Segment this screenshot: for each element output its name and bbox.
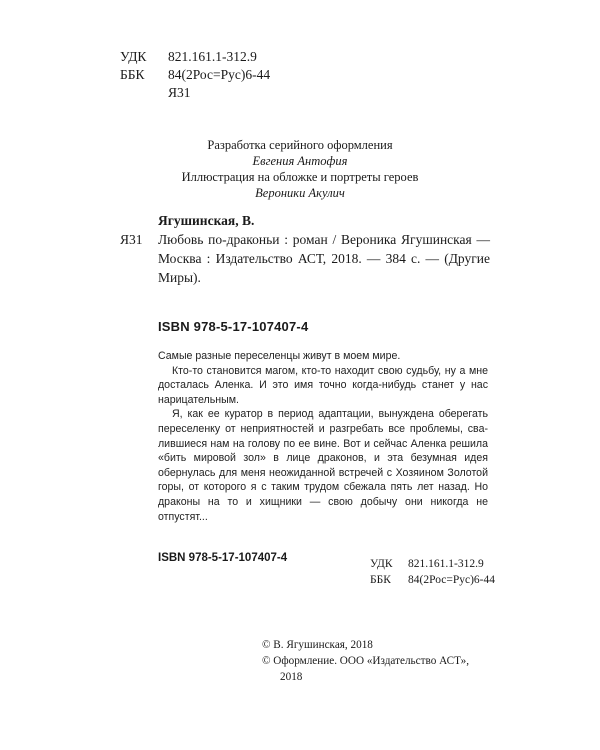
udk-value: 821.161.1-312.9 — [168, 49, 257, 64]
credits-designer-name: Евгения Антофия — [252, 154, 348, 168]
copyright-author: © В. Ягушинская, 2018 — [262, 639, 373, 651]
isbn-bottom: ISBN 978-5-17-107407-4 — [158, 552, 288, 564]
classification-block-top — [120, 48, 270, 102]
biblio-entry: Любовь по-драконьи : роман / Вероника Ягушинская — Москва : Издательство АСТ, 2018. — 384 с. — (Другие Миры). — [158, 232, 490, 285]
bbk-value: 84(2Рос=Рус)6-44 — [168, 67, 271, 82]
isbn-main: ISBN 978-5-17-107407-4 — [158, 319, 309, 334]
udk-label: УДК — [120, 49, 147, 64]
copyright-design-year: 2018 — [280, 671, 303, 683]
udk-line — [120, 48, 270, 66]
udk-value-bottom: 821.161.1-312.9 — [408, 558, 484, 570]
biblio-author: Ягушинская, В. — [158, 213, 255, 228]
biblio-code: Я31 — [120, 232, 143, 247]
bbk-label: ББК — [120, 67, 145, 82]
annotation — [158, 349, 488, 524]
copyright-design: © Оформление. ООО «Издательство АСТ», — [262, 655, 470, 667]
credits-illustrator-name: Вероники Акулич — [255, 186, 345, 200]
biblio-entry-block — [120, 230, 490, 287]
annotation-paragraph-1: Самые разные переселенцы живут в моем мире. — [158, 350, 401, 362]
bibliographic-record — [120, 211, 490, 287]
udk-label-bottom: УДК — [370, 558, 393, 570]
bbk-line — [120, 66, 270, 84]
bbk-line-bottom — [370, 572, 495, 588]
bbk-label-bottom: ББК — [370, 574, 391, 586]
udk-line-bottom — [370, 556, 495, 572]
author-mark: Я31 — [168, 85, 191, 100]
copyright-block — [262, 637, 502, 685]
annotation-paragraph-3: Я, как ее куратор в период адаптации, вынуждена оберегать переселенку от неприятностей и разгребать все проблемы, свалившиеся нам на голову по ее вине. Вот и сейчас Аленка решила «бить мировой зол» в лице драконов, и эта безумная идея обернулась для меня неожиданной встречей с Хозяином Золотой горы, от которого я с таким трудом сбежала пять лет назад. Но драконы на то и хищники — свою добычу они никогда не отпустят... — [158, 408, 488, 523]
author-mark-line — [120, 84, 270, 102]
annotation-paragraph-2: Кто-то становится магом, кто-то находит свою судьбу, ну а мне досталась Аленка. И это имя точно когда-нибудь станет у нас нарицательным. — [158, 364, 488, 406]
credits-block — [150, 137, 450, 201]
credits-design-label: Разработка серийного оформления — [207, 138, 393, 152]
bbk-value-bottom: 84(2Рос=Рус)6-44 — [408, 574, 495, 586]
classification-block-bottom — [370, 556, 495, 588]
credits-illustration-label: Иллюстрация на обложке и портреты героев — [181, 170, 419, 184]
